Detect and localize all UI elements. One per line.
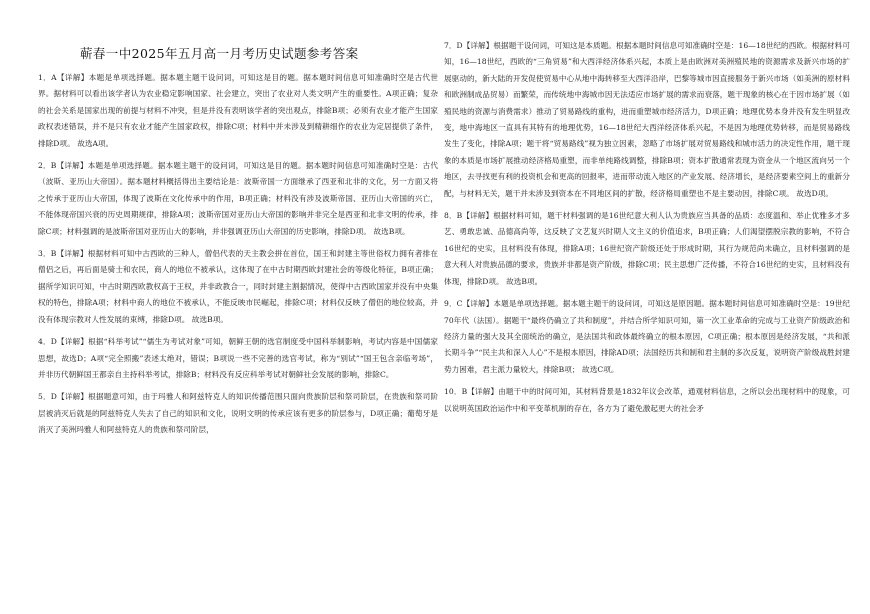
answer-conclusion: 故选B项。: [373, 226, 410, 236]
answer-text: 3．B【详解】根据材料可知中古西欧的三种人，僧侣代表的天主教会拼在首位，国王和封建主等世俗权力拥有者排在僧侣之后，再后面是骑士和农民，商人的地位不被承认，这体现了在中古时期西欧封建社会的等级化特征，B项正确；据所学知识可知，中古时期西欧教权高于王权，并非政教合一，同时封建主割据情况，使得中古西欧国家并没有中央集权的特色，排除A项；材料中商人的地位不被承认，不能反映市民崛起，排除C项；材料仅反映了僧侣的地位较高，并没有体现宗教对人性发展的束缚，排除D项。: [38, 249, 438, 324]
left-column: [38, 70, 438, 439]
answer-item-3: [38, 246, 438, 328]
answer-text: 1．A【详解】本题是单项选择题。据本题主题干设问词，可知这是目的题。据本题时间信息可知准确时空是古代世界。据材料可以看出该学者认为农业稳定影响国家、社会建立，突出了农业对人类文明产生的重要性。A项正确；复杂的社会关系是国家出现的前提与材料不冲突，但是并没有表明该学者的突出观点，排除B项；必须有农业才能产生国家政权表述错误，并不是只有农业才能产生国家政权，排除C项；材料中并未涉及到精耕细作的农业为定居提供了条件，排除D项。: [38, 73, 438, 148]
answer-item-5: [38, 389, 438, 438]
answer-conclusion: 故选C项。: [582, 364, 619, 374]
answer-item-2: [38, 158, 438, 240]
answer-text: 7．D【详解】根据题干设问词，可知这是本质题。根据本题时间信息可知准确时空是：16—18世纪的西欧。根据材料可知，16—18世纪，西欧的“三角贸易”和大西洋经济体系兴起，本质上是由欧洲对美洲殖民地的资源需求及新兴市场的扩展驱动的，新大陆的开发促使贸易中心从地中海转移至大西洋沿岸，巴黎等城市因直接服务于新兴市场（如美洲的原材料和欧洲制成品贸易）而繁荣，而传统地中海城市因无法适应市场扩展的需求而衰落，题干现象的核心在于因市场扩展（如殖民地的资源与消费需求）推动了贸易路线的重构，进而重塑城市经济活力，D项正确；地理优势本身并没有发生明显改变，地中海地区一直具有其特有的地理优势，16—18世纪大西洋经济体系兴起，不是因为地理优势转移，而是贸易路线发生了变化，排除A项；题干将“贸易路线”视为独立因素，忽略了市场扩展对贸易路线和城市活力的决定性作用，题干现象的本质是市场扩展推动经济格局重塑，而非单纯路线调整，排除B项；资本扩散通常表现为资金从一个地区流向另一个地区，去寻找更有利的投资机会和更高的回报率，进而带动流入地区的产业发展、经济增长，是经济要素空间上的重新分配，与材料无关，题干并未涉及到资本在不同地区间的扩散，经济格局重塑也不是主要动因，排除C项。: [444, 41, 850, 198]
right-column: [444, 38, 850, 417]
answer-item-8: [444, 208, 850, 290]
answer-conclusion: 故选D项。: [796, 188, 834, 198]
answer-text: 9．C【详解】本题是单项选择题。据本题主题干的设问词，可知这是原因题。据本题时间信息可知准确时空是：19世纪70年代（法国）。据题干“最终仍确立了共和制度”，并结合所学知识可知，第一次工业革命的完成与工业资产阶级政治和经济力量的强大及其全面统治的确立，是法国共和政体最终确立的根本原因，C项正确；根本原因是经济发展，“共和派长期斗争”“民主共和深入人心”不是根本原因，排除AD项；法国经历共和制和君主制的多次反复，说明资产阶级战胜封建势力困难，君主派力量较大，排除B项；: [444, 299, 850, 374]
answer-item-7: [444, 38, 850, 202]
answer-text: 5．D【详解】根据题意可知，由于玛雅人和阿兹特克人的知识传播范围只面向贵族阶层和祭司阶层，在贵族和祭司阶层被消灭后就是的阿兹特克人失去了自己的知识和文化，说明文明的传承应该有更多的阶层参与，D项正确；葡萄牙是消灭了美洲玛雅人和阿兹特克人的贵族和祭司阶层，: [38, 392, 438, 435]
answer-conclusion: 故选B项。: [191, 314, 229, 324]
answer-text: 10．B【详解】由题干中的时间可知，其材料背景是1832年议会改革，通观材料信息，之所以会出现材料中的现象，可以说明英国政治运作中和平变革机制的存在，各方为了避免激起更大的社会矛: [444, 387, 850, 413]
answer-item-9: [444, 296, 850, 378]
answer-text: 4．D【详解】根据“科举考试”“儒生为考试对象”可知，朝鲜王朝的选官制度受中国科举制影响，考试内容是中国儒家思想，故选D；A项“完全照搬”表述太绝对，错误；B项说一些不完善的选官考试，称为“别试”“国王包含亲临考场”，并非历代朝鲜国王都亲自主持科举考试，排除B；材料没有反应科举考试对朝鲜社会发展的影响，排除C。: [38, 337, 438, 379]
page-title: 蕲春一中2025年五月高一月考历史试题参考答案: [80, 46, 359, 61]
answer-item-4: [38, 334, 438, 383]
answer-conclusion: 故选B项。: [506, 276, 543, 286]
answer-conclusion: 故选A项。: [77, 138, 114, 148]
answer-item-10: [444, 384, 850, 417]
answer-text: 2．B【详解】本题是单项选择题。据本题主题干的设问词，可知这是目的题。据本题时间信息可知准确时空是：古代（波斯、亚历山大帝国）。据本题材料概括得出主要结论是：波斯帝国一方面继承了西亚和北非的文化，另一方面又将之传承于亚历山大帝国，体现了波斯在文化传承中的作用，B项正确；材料没有涉及波斯帝国、亚历山大帝国的兴亡，不能体现帝国兴衰的历史周期规律，排除A项；波斯帝国对亚历山大帝国的影响并非完全是西亚和北非文明的传承，排除C项；材料强调的是波斯帝国对亚历山大的影响，并非强调亚历山大帝国的历史影响，排除D项。: [38, 161, 438, 236]
answer-item-1: [38, 70, 438, 152]
answer-text: 8．B【详解】根据材料可知，题干材料强调的是16世纪意大利人认为贵族应当具备的品质：态度温和、举止优雅多才多艺、勇敢忠诚、品德高尚等，这反映了文艺复兴时期人文主义的价值追求，B项正确；人们渴望摆脱宗教的影响，不符合16世纪的史实，且材料没有体现，排除A项；16世纪资产阶级还处于形成时期，其行为规范尚未确立，且材料强调的是意大利人对贵族品德的要求，贵族并非都是资产阶级，排除C项；民主思想广泛传播，不符合16世纪的史实，且材料没有体现，排除D项。: [444, 211, 850, 286]
